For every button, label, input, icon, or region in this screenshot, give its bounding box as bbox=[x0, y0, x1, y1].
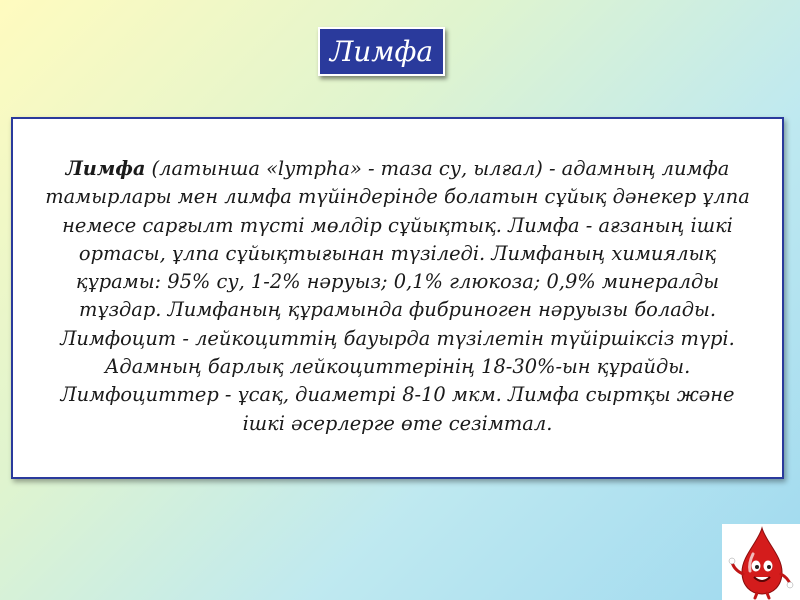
slide-title-text: Лимфа bbox=[329, 35, 434, 68]
definition-text: (латынша «lympha» - таза су, ылғал) - адамның лимфа тамырлары мен лимфа түйіндерінде болатын сұйық дәнекер ұлпа немесе сарғылт түсті мөлдір сұйықтық. Лимфа - ағзаның ішкі ортасы, ұлпа сұйықтығынан түзіледі. Лимфаның химиялық құрамы: 95% су, 1-2% нәруыз; 0,1% глюкоза; 0,9% минералды тұздар. Лимфаның құрамында фибриноген нәруызы болады. Лимфоцит - лейкоциттің бауырда түзілетін түйіршіксіз түрі. Адамның барлық лейкоциттерінің 18-30%-ын құрайды. Лимфоциттер - ұсақ, диаметрі 8-10 мкм. Лимфа сыртқы және ішкі әсерлерге өте сезімтал. bbox=[45, 157, 750, 435]
blood-drop-mascot-icon bbox=[722, 524, 800, 600]
definition-paragraph bbox=[37, 155, 758, 438]
definition-term: Лимфа bbox=[65, 157, 146, 180]
mascot-tile bbox=[722, 524, 800, 600]
slide-title bbox=[318, 27, 445, 76]
content-box bbox=[11, 117, 784, 479]
